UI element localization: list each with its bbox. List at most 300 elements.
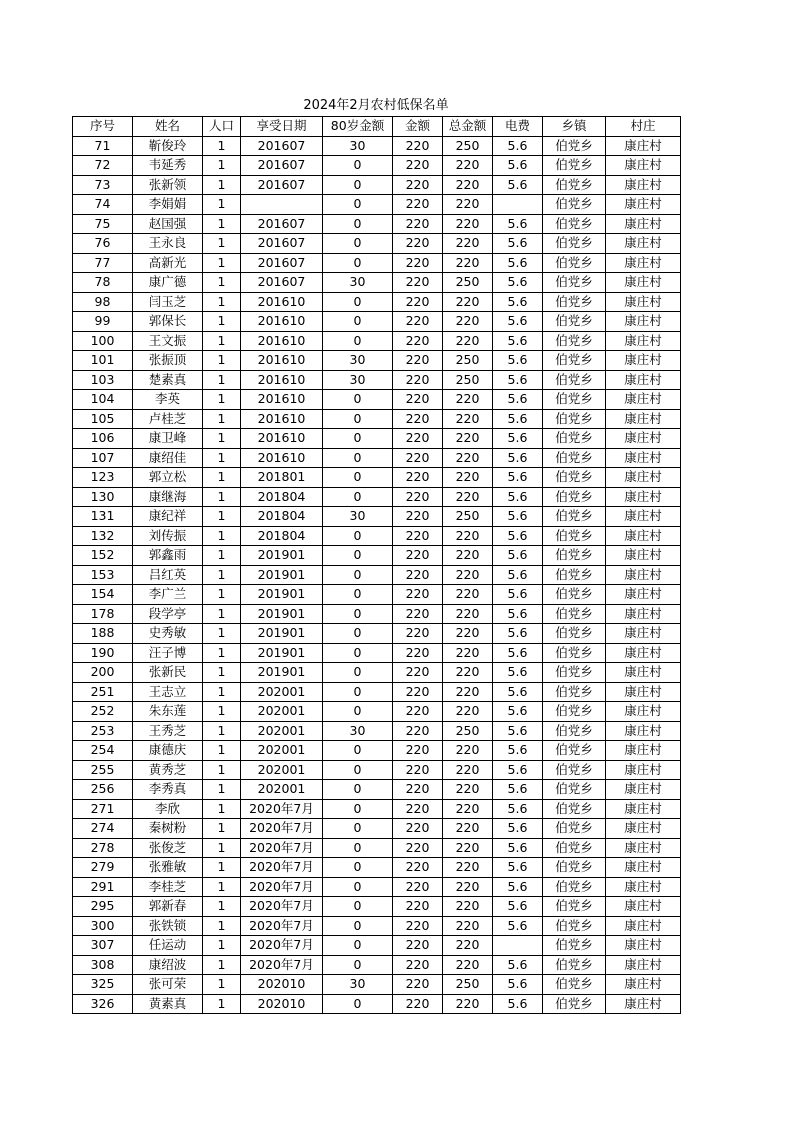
cell-amount: 220 (393, 799, 443, 819)
cell-age80-amount: 0 (323, 565, 393, 585)
cell-electricity-fee: 5.6 (493, 273, 543, 293)
cell-village: 康庄村 (606, 663, 681, 683)
cell-household-size: 1 (203, 273, 241, 293)
cell-age80-amount: 0 (323, 331, 393, 351)
cell-amount: 220 (393, 468, 443, 488)
table-row (73, 214, 681, 234)
cell-start-date: 201901 (241, 643, 323, 663)
cell-age80-amount: 0 (323, 214, 393, 234)
cell-village: 康庄村 (606, 585, 681, 605)
cell-start-date: 201607 (241, 273, 323, 293)
cell-total-amount: 220 (443, 585, 493, 605)
cell-total-amount: 220 (443, 390, 493, 410)
cell-township: 伯党乡 (543, 234, 606, 254)
cell-amount: 220 (393, 351, 443, 371)
table-row (73, 507, 681, 527)
cell-serial-no: 99 (73, 312, 133, 332)
cell-serial-no: 254 (73, 741, 133, 761)
cell-serial-no: 278 (73, 838, 133, 858)
cell-age80-amount: 0 (323, 546, 393, 566)
cell-electricity-fee: 5.6 (493, 546, 543, 566)
cell-serial-no: 279 (73, 858, 133, 878)
cell-electricity-fee (493, 936, 543, 956)
cell-name: 黄素真 (133, 994, 203, 1014)
cell-household-size: 1 (203, 955, 241, 975)
cell-electricity-fee: 5.6 (493, 214, 543, 234)
cell-household-size: 1 (203, 604, 241, 624)
cell-village: 康庄村 (606, 721, 681, 741)
cell-name: 郭立松 (133, 468, 203, 488)
cell-electricity-fee: 5.6 (493, 370, 543, 390)
cell-start-date: 202010 (241, 975, 323, 995)
cell-age80-amount: 0 (323, 936, 393, 956)
cell-name: 张新民 (133, 663, 203, 683)
cell-name: 李欣 (133, 799, 203, 819)
cell-township: 伯党乡 (543, 799, 606, 819)
cell-household-size: 1 (203, 156, 241, 176)
cell-total-amount: 250 (443, 273, 493, 293)
cell-township: 伯党乡 (543, 195, 606, 215)
cell-total-amount: 220 (443, 604, 493, 624)
cell-household-size: 1 (203, 760, 241, 780)
cell-village: 康庄村 (606, 760, 681, 780)
cell-total-amount: 250 (443, 136, 493, 156)
cell-township: 伯党乡 (543, 214, 606, 234)
cell-name: 郭鑫雨 (133, 546, 203, 566)
cell-start-date: 2020年7月 (241, 838, 323, 858)
cell-name: 康卫峰 (133, 429, 203, 449)
cell-electricity-fee: 5.6 (493, 429, 543, 449)
table-row (73, 156, 681, 176)
cell-total-amount: 220 (443, 565, 493, 585)
table-row (73, 253, 681, 273)
cell-household-size: 1 (203, 175, 241, 195)
cell-start-date: 2020年7月 (241, 877, 323, 897)
cell-electricity-fee: 5.6 (493, 994, 543, 1014)
cell-township: 伯党乡 (543, 312, 606, 332)
cell-household-size: 1 (203, 195, 241, 215)
cell-electricity-fee: 5.6 (493, 409, 543, 429)
cell-start-date: 201607 (241, 214, 323, 234)
table-row (73, 819, 681, 839)
cell-household-size: 1 (203, 838, 241, 858)
cell-start-date: 201610 (241, 448, 323, 468)
cell-amount: 220 (393, 682, 443, 702)
table-row (73, 292, 681, 312)
cell-township: 伯党乡 (543, 507, 606, 527)
cell-total-amount: 220 (443, 156, 493, 176)
cell-household-size: 1 (203, 546, 241, 566)
cell-amount: 220 (393, 331, 443, 351)
cell-amount: 220 (393, 741, 443, 761)
cell-amount: 220 (393, 624, 443, 644)
header-age80-amount: 80岁金额 (323, 117, 393, 137)
cell-name: 李英 (133, 390, 203, 410)
cell-household-size: 1 (203, 858, 241, 878)
cell-start-date: 201801 (241, 468, 323, 488)
cell-serial-no: 130 (73, 487, 133, 507)
cell-name: 李秀真 (133, 780, 203, 800)
cell-name: 汪子博 (133, 643, 203, 663)
cell-total-amount: 220 (443, 702, 493, 722)
cell-township: 伯党乡 (543, 429, 606, 449)
cell-age80-amount: 0 (323, 253, 393, 273)
cell-name: 郭新春 (133, 897, 203, 917)
cell-electricity-fee: 5.6 (493, 799, 543, 819)
cell-age80-amount: 0 (323, 292, 393, 312)
cell-serial-no: 78 (73, 273, 133, 293)
cell-amount: 220 (393, 721, 443, 741)
cell-age80-amount: 0 (323, 741, 393, 761)
cell-electricity-fee: 5.6 (493, 897, 543, 917)
cell-township: 伯党乡 (543, 585, 606, 605)
header-serial-no: 序号 (73, 117, 133, 137)
cell-electricity-fee: 5.6 (493, 390, 543, 410)
cell-household-size: 1 (203, 526, 241, 546)
cell-township: 伯党乡 (543, 916, 606, 936)
header-total-amount: 总金额 (443, 117, 493, 137)
cell-age80-amount: 0 (323, 468, 393, 488)
cell-start-date: 202001 (241, 702, 323, 722)
cell-total-amount: 220 (443, 897, 493, 917)
cell-electricity-fee: 5.6 (493, 234, 543, 254)
cell-total-amount: 250 (443, 351, 493, 371)
cell-name: 史秀敏 (133, 624, 203, 644)
cell-amount: 220 (393, 370, 443, 390)
cell-village: 康庄村 (606, 975, 681, 995)
cell-household-size: 1 (203, 799, 241, 819)
table-row (73, 760, 681, 780)
table-row (73, 780, 681, 800)
table-row (73, 526, 681, 546)
cell-name: 李桂芝 (133, 877, 203, 897)
cell-township: 伯党乡 (543, 721, 606, 741)
cell-household-size: 1 (203, 702, 241, 722)
cell-age80-amount: 0 (323, 312, 393, 332)
cell-start-date: 201901 (241, 604, 323, 624)
cell-name: 康纪祥 (133, 507, 203, 527)
cell-start-date: 202010 (241, 994, 323, 1014)
cell-total-amount: 220 (443, 195, 493, 215)
cell-serial-no: 325 (73, 975, 133, 995)
cell-serial-no: 72 (73, 156, 133, 176)
cell-serial-no: 100 (73, 331, 133, 351)
table-row (73, 975, 681, 995)
cell-age80-amount: 30 (323, 721, 393, 741)
cell-township: 伯党乡 (543, 877, 606, 897)
cell-electricity-fee: 5.6 (493, 526, 543, 546)
cell-household-size: 1 (203, 877, 241, 897)
cell-household-size: 1 (203, 234, 241, 254)
cell-age80-amount: 30 (323, 273, 393, 293)
cell-age80-amount: 0 (323, 780, 393, 800)
cell-start-date: 201607 (241, 136, 323, 156)
cell-serial-no: 295 (73, 897, 133, 917)
cell-name: 卢桂芝 (133, 409, 203, 429)
cell-start-date: 202001 (241, 780, 323, 800)
allowance-roster-table (72, 116, 681, 1014)
cell-start-date: 201607 (241, 175, 323, 195)
cell-village: 康庄村 (606, 409, 681, 429)
cell-start-date: 201607 (241, 156, 323, 176)
cell-total-amount: 220 (443, 877, 493, 897)
cell-electricity-fee: 5.6 (493, 448, 543, 468)
cell-total-amount: 220 (443, 994, 493, 1014)
table-row (73, 663, 681, 683)
cell-village: 康庄村 (606, 565, 681, 585)
cell-start-date: 201901 (241, 663, 323, 683)
cell-amount: 220 (393, 175, 443, 195)
cell-age80-amount: 0 (323, 858, 393, 878)
cell-total-amount: 220 (443, 175, 493, 195)
cell-start-date: 201607 (241, 253, 323, 273)
cell-age80-amount: 0 (323, 156, 393, 176)
cell-name: 王秀芝 (133, 721, 203, 741)
cell-start-date: 2020年7月 (241, 819, 323, 839)
cell-serial-no: 271 (73, 799, 133, 819)
cell-township: 伯党乡 (543, 741, 606, 761)
cell-township: 伯党乡 (543, 292, 606, 312)
cell-electricity-fee: 5.6 (493, 975, 543, 995)
cell-amount: 220 (393, 877, 443, 897)
cell-township: 伯党乡 (543, 351, 606, 371)
cell-total-amount: 250 (443, 370, 493, 390)
cell-serial-no: 200 (73, 663, 133, 683)
cell-electricity-fee: 5.6 (493, 585, 543, 605)
cell-household-size: 1 (203, 643, 241, 663)
cell-age80-amount: 0 (323, 526, 393, 546)
cell-village: 康庄村 (606, 429, 681, 449)
cell-age80-amount: 0 (323, 234, 393, 254)
cell-amount: 220 (393, 897, 443, 917)
table-row (73, 721, 681, 741)
cell-start-date: 2020年7月 (241, 799, 323, 819)
cell-serial-no: 106 (73, 429, 133, 449)
cell-name: 王志立 (133, 682, 203, 702)
table-row (73, 702, 681, 722)
cell-start-date: 201610 (241, 331, 323, 351)
header-household-size: 人口 (203, 117, 241, 137)
cell-electricity-fee: 5.6 (493, 468, 543, 488)
cell-amount: 220 (393, 955, 443, 975)
cell-total-amount: 220 (443, 448, 493, 468)
cell-serial-no: 253 (73, 721, 133, 741)
cell-amount: 220 (393, 975, 443, 995)
cell-electricity-fee: 5.6 (493, 819, 543, 839)
cell-age80-amount: 0 (323, 877, 393, 897)
cell-electricity-fee: 5.6 (493, 507, 543, 527)
page-title: 2024年2月农村低保名单 (303, 98, 449, 113)
cell-township: 伯党乡 (543, 526, 606, 546)
cell-township: 伯党乡 (543, 409, 606, 429)
header-township: 乡镇 (543, 117, 606, 137)
cell-village: 康庄村 (606, 741, 681, 761)
cell-name: 张雅敏 (133, 858, 203, 878)
cell-serial-no: 103 (73, 370, 133, 390)
cell-total-amount: 250 (443, 975, 493, 995)
cell-name: 吕红英 (133, 565, 203, 585)
cell-amount: 220 (393, 253, 443, 273)
cell-start-date: 201804 (241, 526, 323, 546)
header-electricity-fee: 电费 (493, 117, 543, 137)
cell-township: 伯党乡 (543, 663, 606, 683)
table-row (73, 390, 681, 410)
cell-total-amount: 220 (443, 858, 493, 878)
cell-township: 伯党乡 (543, 702, 606, 722)
cell-electricity-fee: 5.6 (493, 624, 543, 644)
cell-village: 康庄村 (606, 780, 681, 800)
cell-start-date: 201610 (241, 390, 323, 410)
cell-amount: 220 (393, 448, 443, 468)
cell-serial-no: 104 (73, 390, 133, 410)
cell-village: 康庄村 (606, 273, 681, 293)
cell-name: 张铁锁 (133, 916, 203, 936)
cell-total-amount: 220 (443, 760, 493, 780)
cell-village: 康庄村 (606, 955, 681, 975)
cell-electricity-fee: 5.6 (493, 292, 543, 312)
cell-start-date: 2020年7月 (241, 916, 323, 936)
cell-amount: 220 (393, 994, 443, 1014)
cell-age80-amount: 0 (323, 195, 393, 215)
cell-household-size: 1 (203, 136, 241, 156)
cell-township: 伯党乡 (543, 156, 606, 176)
cell-village: 康庄村 (606, 195, 681, 215)
table-row (73, 565, 681, 585)
cell-village: 康庄村 (606, 292, 681, 312)
cell-amount: 220 (393, 663, 443, 683)
cell-electricity-fee: 5.6 (493, 663, 543, 683)
cell-age80-amount: 30 (323, 136, 393, 156)
table-row (73, 487, 681, 507)
table-row (73, 175, 681, 195)
table-row (73, 468, 681, 488)
cell-township: 伯党乡 (543, 448, 606, 468)
cell-electricity-fee: 5.6 (493, 253, 543, 273)
cell-total-amount: 220 (443, 663, 493, 683)
cell-township: 伯党乡 (543, 253, 606, 273)
cell-village: 康庄村 (606, 234, 681, 254)
header-start-date: 享受日期 (241, 117, 323, 137)
cell-name: 王永良 (133, 234, 203, 254)
cell-amount: 220 (393, 604, 443, 624)
cell-start-date: 202001 (241, 741, 323, 761)
cell-electricity-fee: 5.6 (493, 877, 543, 897)
cell-township: 伯党乡 (543, 624, 606, 644)
cell-name: 闫玉芝 (133, 292, 203, 312)
cell-township: 伯党乡 (543, 468, 606, 488)
table-row (73, 877, 681, 897)
cell-age80-amount: 0 (323, 799, 393, 819)
cell-township: 伯党乡 (543, 370, 606, 390)
cell-village: 康庄村 (606, 897, 681, 917)
cell-amount: 220 (393, 565, 443, 585)
table-row (73, 546, 681, 566)
cell-start-date: 201610 (241, 429, 323, 449)
table-row (73, 331, 681, 351)
cell-start-date: 201610 (241, 409, 323, 429)
cell-age80-amount: 0 (323, 585, 393, 605)
cell-serial-no: 152 (73, 546, 133, 566)
cell-household-size: 1 (203, 292, 241, 312)
cell-age80-amount: 0 (323, 429, 393, 449)
cell-village: 康庄村 (606, 604, 681, 624)
cell-total-amount: 220 (443, 819, 493, 839)
cell-serial-no: 274 (73, 819, 133, 839)
cell-amount: 220 (393, 156, 443, 176)
cell-township: 伯党乡 (543, 390, 606, 410)
cell-name: 康广德 (133, 273, 203, 293)
cell-household-size: 1 (203, 916, 241, 936)
cell-total-amount: 220 (443, 312, 493, 332)
cell-village: 康庄村 (606, 370, 681, 390)
cell-total-amount: 220 (443, 780, 493, 800)
cell-start-date (241, 195, 323, 215)
cell-name: 康绍波 (133, 955, 203, 975)
cell-total-amount: 220 (443, 955, 493, 975)
cell-amount: 220 (393, 429, 443, 449)
cell-serial-no: 98 (73, 292, 133, 312)
cell-serial-no: 255 (73, 760, 133, 780)
cell-total-amount: 220 (443, 468, 493, 488)
cell-electricity-fee: 5.6 (493, 565, 543, 585)
cell-amount: 220 (393, 858, 443, 878)
table-row (73, 994, 681, 1014)
cell-serial-no: 256 (73, 780, 133, 800)
table-row (73, 136, 681, 156)
cell-village: 康庄村 (606, 858, 681, 878)
cell-serial-no: 76 (73, 234, 133, 254)
cell-total-amount: 220 (443, 234, 493, 254)
cell-household-size: 1 (203, 312, 241, 332)
cell-name: 韦延秀 (133, 156, 203, 176)
cell-electricity-fee: 5.6 (493, 760, 543, 780)
cell-age80-amount: 30 (323, 975, 393, 995)
table-row (73, 936, 681, 956)
cell-village: 康庄村 (606, 682, 681, 702)
cell-name: 张可荣 (133, 975, 203, 995)
cell-age80-amount: 30 (323, 351, 393, 371)
cell-start-date: 201901 (241, 546, 323, 566)
cell-amount: 220 (393, 312, 443, 332)
cell-serial-no: 77 (73, 253, 133, 273)
cell-township: 伯党乡 (543, 175, 606, 195)
cell-township: 伯党乡 (543, 682, 606, 702)
cell-electricity-fee: 5.6 (493, 741, 543, 761)
cell-household-size: 1 (203, 780, 241, 800)
cell-electricity-fee: 5.6 (493, 487, 543, 507)
cell-age80-amount: 0 (323, 624, 393, 644)
cell-name: 楚素真 (133, 370, 203, 390)
table-header-row (73, 117, 681, 137)
table-body (73, 136, 681, 1014)
cell-name: 高新光 (133, 253, 203, 273)
cell-age80-amount: 30 (323, 507, 393, 527)
cell-household-size: 1 (203, 331, 241, 351)
cell-start-date: 201804 (241, 507, 323, 527)
cell-township: 伯党乡 (543, 331, 606, 351)
cell-serial-no: 251 (73, 682, 133, 702)
cell-amount: 220 (393, 780, 443, 800)
cell-age80-amount: 0 (323, 682, 393, 702)
table-row (73, 955, 681, 975)
cell-age80-amount: 0 (323, 409, 393, 429)
cell-household-size: 1 (203, 448, 241, 468)
cell-serial-no: 101 (73, 351, 133, 371)
cell-electricity-fee: 5.6 (493, 136, 543, 156)
cell-household-size: 1 (203, 409, 241, 429)
cell-serial-no: 107 (73, 448, 133, 468)
table-row (73, 643, 681, 663)
